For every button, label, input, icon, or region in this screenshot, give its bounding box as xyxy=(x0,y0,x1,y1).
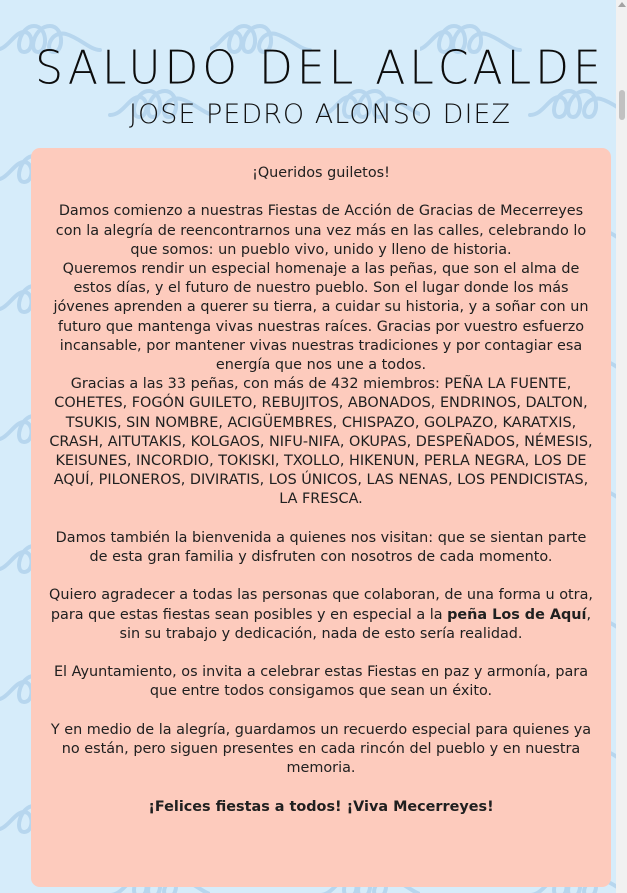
letter-paragraph-homage: Queremos rendir un especial homenaje a las peñas, que son el alma de estos días, y el futuro de nuestro pueblo. Son el lugar donde los más jóvenes aprenden a querer su tierra, a cuidar su historia, y a soñar con un futuro que mantenga vivas nuestras raíces. Gracias por vuestro esfuerzo incansable, por mantener vivas nuestras tradiciones y por contagiar esa energía que nos une a todos. xyxy=(53,261,589,374)
letter-card xyxy=(31,148,611,887)
letter-paragraph-welcome: Damos también la bienvenida a quienes nos visitan: que se sientan parte de esta gran familia y disfruten con nosotros de cada momento. xyxy=(55,529,587,566)
page-title: SALUDO DEL ALCALDE xyxy=(35,41,605,96)
spacer xyxy=(45,644,597,663)
letter-paragraph-penas-list: Gracias a las 33 peñas, con más de 432 miembros: PEÑA LA FUENTE, COHETES, FOGÓN GUILETO, REBUJITOS, ABONADOS, ENDRINOS, DALTON, TSUKIS, SIN NOMBRE, ACIGÜEMBRES, CHISPAZO, GOLPAZO, KARATXIS, CRASH, AITUTAKIS, KOLGAOS, NIFU-NIFA, OKUPAS, DESPEÑADOS, NÉMESIS, KEISUNES, INCORDIO, TOKISKI, TXOLLO, HIKENUN, PERLA NEGRA, LOS DE AQUÍ, PILONEROS, DIVIRATIS, LOS ÚNICOS, LAS NENAS, LOS PENDICISTAS, LA FRESCA. xyxy=(49,376,593,508)
spacer xyxy=(45,567,597,586)
vertical-scrollbar[interactable] xyxy=(616,0,627,893)
letter-paragraph-invitation: El Ayuntamiento, os invita a celebrar estas Fiestas en paz y armonía, para que entre todos consigamos que sean un éxito. xyxy=(53,664,589,700)
letter-greeting: ¡Queridos guiletos! xyxy=(252,165,390,181)
spacer xyxy=(45,778,597,797)
scrollbar-thumb[interactable] xyxy=(619,90,625,120)
spacer xyxy=(45,510,597,529)
thanks-text-end: , sin su trabajo y dedicación, nada de esto sería realidad. xyxy=(119,606,592,642)
letter-paragraph-remembrance: Y en medio de la alegría, guardamos un recuerdo especial para quienes ya no están, pero siguen presentes en cada rincón del pueblo y en nuestra memoria. xyxy=(50,721,592,777)
spacer xyxy=(45,183,597,202)
thanks-highlight: peña Los de Aquí xyxy=(447,606,587,623)
letter-paragraph-opening: Damos comienzo a nuestras Fiestas de Acción de Gracias de Mecerreyes con la alegría de reencontrarnos una vez más en las calles, celebrando lo que somos: un pueblo vivo, unido y lleno de historia. xyxy=(55,203,587,258)
spacer xyxy=(45,702,597,721)
mayor-name: JOSE PEDRO ALONSO DIEZ xyxy=(128,99,511,130)
letter-closing: ¡Felices fiestas a todos! ¡Viva Mecerreyes! xyxy=(148,798,494,815)
thanks-text-start: Quiero agradecer a todas las personas que colaboran, de una forma u otra, para que estas fiestas sean posibles y en especial a la xyxy=(49,587,593,623)
letter-paragraph-thanks xyxy=(45,586,597,644)
page-header xyxy=(0,40,627,132)
scroll-up-arrow-icon[interactable] xyxy=(618,2,626,7)
